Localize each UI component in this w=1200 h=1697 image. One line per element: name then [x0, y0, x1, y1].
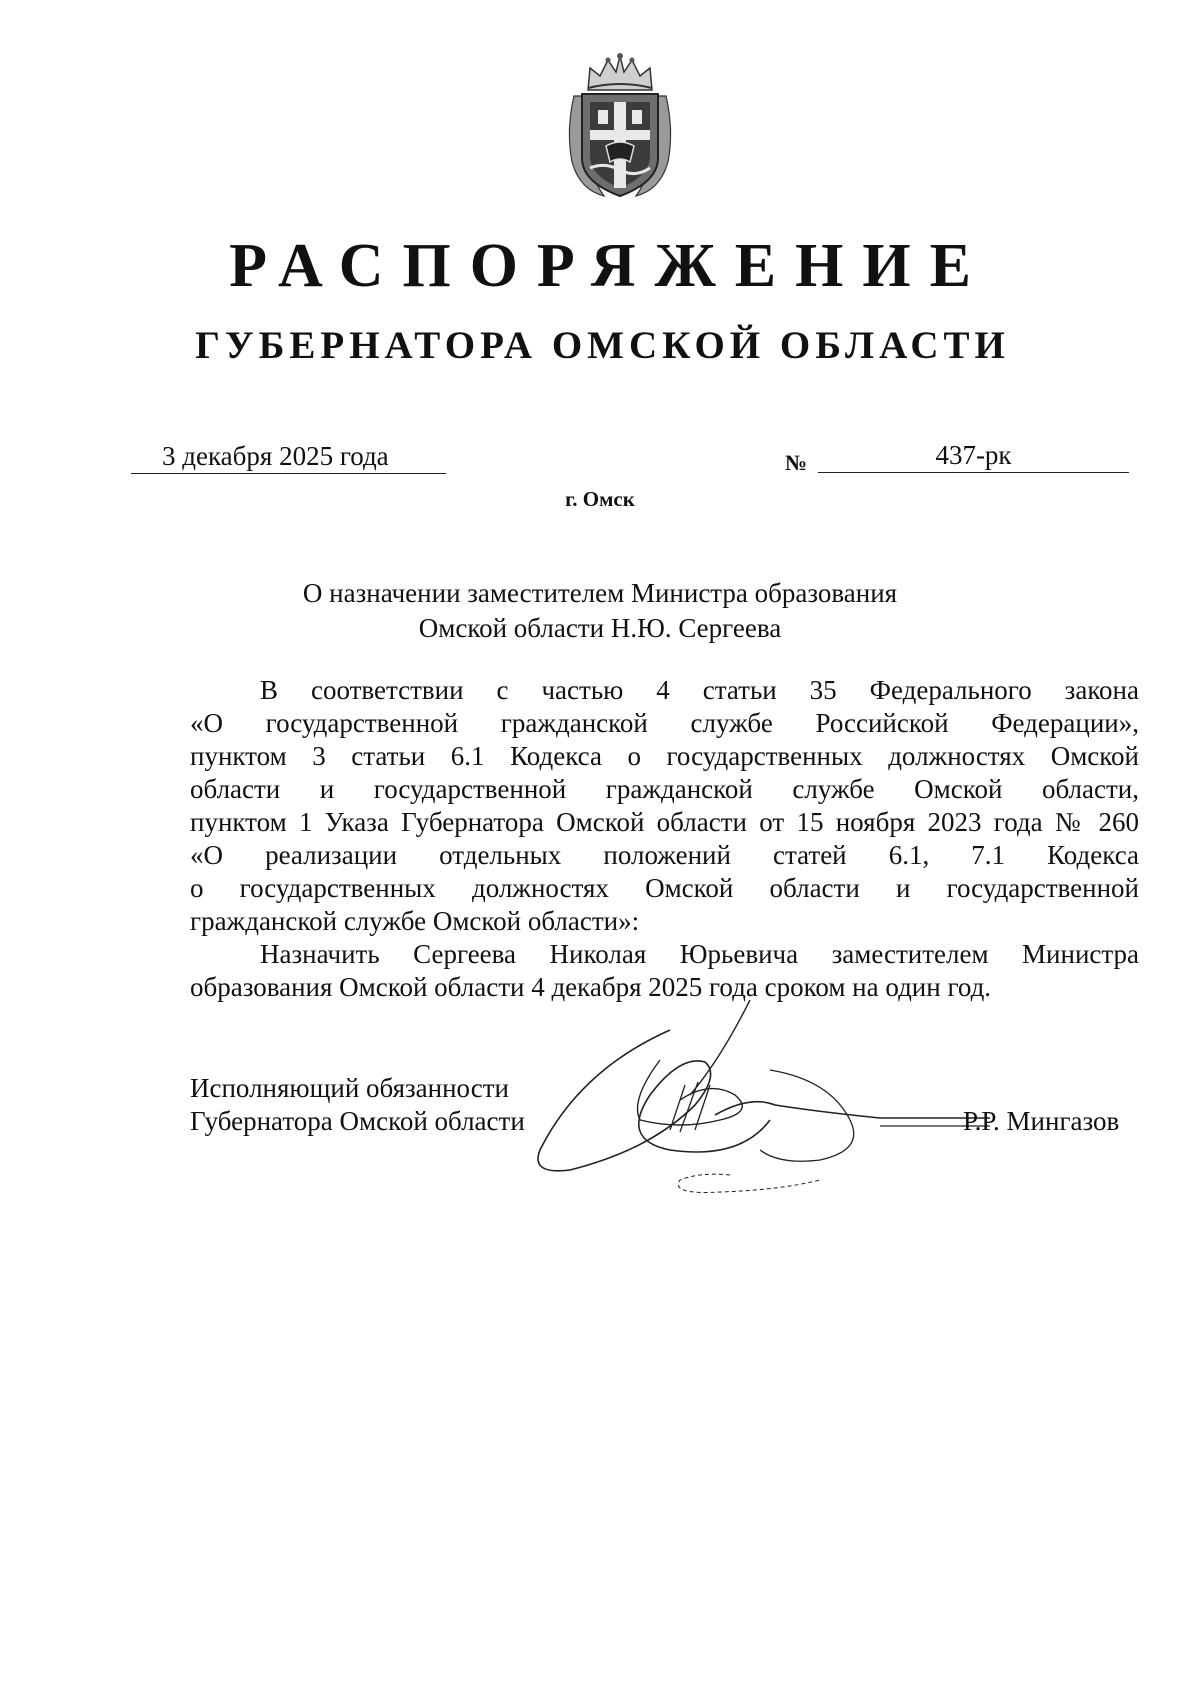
subject-line: Омской области Н.Ю. Сергеева: [418, 613, 782, 643]
signatory-position: [190, 1072, 525, 1138]
coat-of-arms-icon: [560, 50, 680, 200]
body-line: области и государственной гражданской службе Омской области,: [190, 774, 1139, 804]
body-line: «О государственной гражданской службе Российской Федерации»,: [190, 708, 1139, 738]
handwritten-signature: [520, 1000, 1020, 1200]
document-number: 437-рк: [818, 438, 1129, 473]
body-line: Назначить Сергеева Николая Юрьевича заместителем Министра: [260, 939, 1139, 969]
signatory-name: Р.Р. Мингазов: [963, 1106, 1120, 1136]
subject-line: О назначении заместителем Министра образования: [302, 578, 898, 608]
signatory-position-line: Губернатора Омской области: [190, 1106, 525, 1136]
document-date-field: [131, 439, 446, 474]
body-line: гражданской службе Омской области»:: [190, 906, 640, 936]
document-city: г. Омск: [565, 487, 635, 511]
document-date: 3 декабря 2025 года: [162, 441, 389, 471]
document-subtitle: ГУБЕРНАТОРА ОМСКОЙ ОБЛАСТИ: [195, 324, 1010, 367]
number-label: №: [785, 450, 808, 475]
document-body: [190, 674, 1139, 1004]
body-line: о государственных должностях Омской области и государственной: [190, 873, 1139, 903]
body-line: пунктом 3 статьи 6.1 Кодекса о государственных должностях Омской: [190, 741, 1139, 771]
body-line: В соответствии с частью 4 статьи 35 Федерального закона: [260, 675, 1139, 705]
body-line: пунктом 1 Указа Губернатора Омской области от 15 ноября 2023 года № 260: [190, 807, 1139, 837]
document-subject: [180, 576, 1020, 646]
body-line: «О реализации отдельных положений статей 6.1, 7.1 Кодекса: [190, 840, 1139, 870]
body-line: образования Омской области 4 декабря 2025 года сроком на один год.: [190, 972, 992, 1002]
signatory-position-line: Исполняющий обязанности: [190, 1073, 509, 1103]
document-title: РАСПОРЯЖЕНИЕ: [229, 232, 990, 300]
